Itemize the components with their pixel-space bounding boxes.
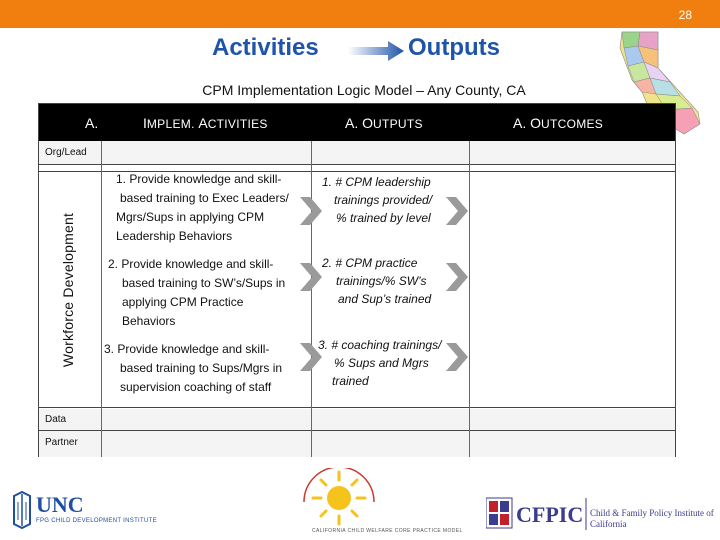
output-item: 2. # CPM practice trainings/% SW’s and Sup’s trained <box>322 256 432 306</box>
header-outputs: Outputs <box>408 34 500 61</box>
arrow-right-icon <box>346 40 406 62</box>
page-number: 28 <box>678 8 692 22</box>
col-header-a: A. <box>85 115 99 131</box>
column-divider <box>469 141 470 457</box>
slide-subtitle: CPM Implementation Logic Model – Any County, CA <box>202 82 526 98</box>
top-bar <box>0 0 720 28</box>
col-header-outputs: A. OUTPUTS <box>345 115 423 131</box>
cfpic-logo-text: CFPIC <box>516 502 584 527</box>
row-label-data: Data <box>45 414 67 425</box>
chevron-right-icon <box>444 342 470 372</box>
ccw-logo-text: CALIFORNIA CHILD WELFARE CORE PRACTICE MODEL <box>312 528 463 534</box>
unc-logo-text: UNC <box>36 492 84 517</box>
col-header-activities: IMPLEM. ACTIVITIES <box>143 115 268 131</box>
row-data <box>39 409 675 431</box>
row-org-lead <box>39 141 675 165</box>
header-activities: Activities <box>212 34 319 61</box>
output-item: 3. # coaching trainings/ % Sups and Mgrs trained <box>318 338 442 388</box>
row-partner <box>39 431 675 457</box>
output-item: 1. # CPM leadership trainings provided/ % trained by level <box>322 175 433 225</box>
chevron-right-icon <box>444 196 470 226</box>
table-header-row <box>39 104 675 141</box>
unc-logo-subtitle: FPG CHILD DEVELOPMENT INSTITUTE <box>36 518 157 524</box>
activity-item: 3. Provide knowledge and skill- based training to Sups/Mgrs in supervision coaching of staff <box>104 342 283 394</box>
row-label-workforce-development: Workforce Development <box>60 212 76 368</box>
col-header-outcomes: A. OUTCOMES <box>513 115 604 131</box>
column-divider <box>101 141 102 457</box>
chevron-right-icon <box>298 196 324 226</box>
cfpic-logo-fullname: Child & Family Policy Institute of California <box>590 508 714 529</box>
activity-item: 2. Provide knowledge and skill- based training to SW’s/Sups in applying CPM Practice Behaviors <box>108 257 286 328</box>
chevron-right-icon <box>444 262 470 292</box>
activity-item: 1. Provide knowledge and skill- based training to Exec Leaders/ Mgrs/Sups in applying CPM Leadership Behaviors <box>116 172 289 243</box>
row-label-partner: Partner <box>45 437 78 448</box>
row-label-org-lead: Org/Lead <box>45 147 87 158</box>
column-divider <box>311 141 312 457</box>
chevron-right-icon <box>298 262 324 292</box>
